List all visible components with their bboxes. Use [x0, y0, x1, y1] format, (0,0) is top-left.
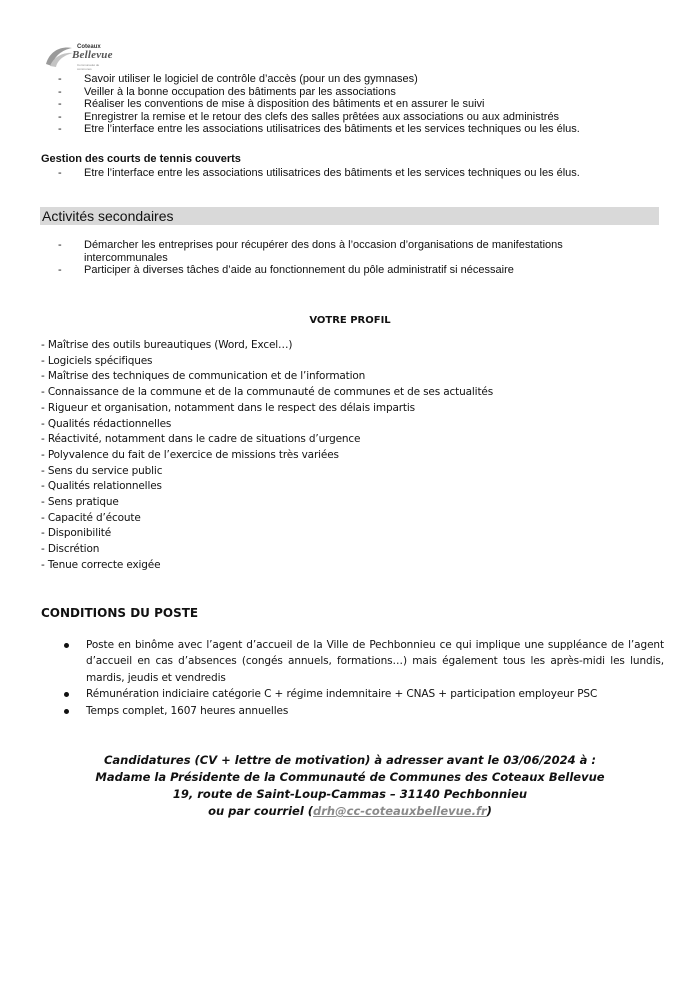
- list-item: - Réactivité, notamment dans le cadre de situations d’urgence: [41, 433, 361, 446]
- list-item: - Réaliser les conventions de mise à disposition des bâtiments et en assurer le suivi: [58, 98, 485, 111]
- recipient-line: Madame la Présidente de la Communauté de Communes des Coteaux Bellevue: [95, 770, 605, 784]
- list-item: - Tenue correcte exigée: [41, 558, 161, 571]
- secondary-list: [40, 239, 600, 277]
- list-item: - Discrétion: [41, 543, 100, 556]
- list-item: - Démarcher les entreprises pour récupérer des dons à l’occasion d’organisations de manifestations intercommunales: [58, 239, 563, 264]
- bullet-icon: [64, 643, 69, 648]
- list-item: - Etre l’interface entre les associations utilisatrices des bâtiments et les services techniques ou les élus.: [58, 167, 580, 179]
- list-item: - Maîtrise des techniques de communication et de l’information: [41, 370, 366, 383]
- list-item: Poste en binôme avec l’agent d’accueil de la Ville de Pechbonnieu ce qui implique une suppléance de l’agent d’accueil en cas d’absences (congés annuels, formations…) mais également tous les après-midi les lundis, mardis, jeudis et vendredis: [64, 637, 664, 686]
- list-item: - Participer à diverses tâches d’aide au fonctionnement du pôle administratif si nécessaire: [58, 264, 514, 277]
- list-item: - Capacité d’écoute: [41, 511, 141, 524]
- profil-list: [41, 338, 493, 574]
- list-item: - Qualités relationnelles: [41, 480, 162, 493]
- list-item: - Veiller à la bonne occupation des bâtiments par les associations: [58, 85, 396, 98]
- list-item: - Sens pratique: [41, 496, 119, 509]
- email-link[interactable]: drh@cc-coteauxbellevue.fr: [313, 804, 487, 818]
- secondary-section-header: [40, 207, 659, 225]
- logo-text-coteaux: Coteaux: [77, 44, 101, 50]
- list-item: - Enregistrer la remise et le retour des clefs des salles prêtées aux associations ou aux administrés: [58, 110, 560, 123]
- list-item: - Polyvalence du fait de l’exercice de missions très variées: [41, 448, 339, 461]
- tennis-section-title: Gestion des courts de tennis couverts: [41, 153, 241, 165]
- list-item: - Etre l’interface entre les associations utilisatrices des bâtiments et les services techniques ou les élus.: [58, 123, 580, 136]
- address-line: 19, route de Saint-Loup-Cammas – 31140 Pechbonnieu: [172, 787, 528, 801]
- bullet-icon: [64, 709, 69, 714]
- secondary-section-title: Activités secondaires: [42, 208, 174, 224]
- conditions-list: [64, 637, 664, 719]
- email-line: ou par courriel (drh@cc-coteauxbellevue.fr): [208, 804, 492, 818]
- main-activities-list: [40, 73, 660, 136]
- list-item: Rémunération indiciaire catégorie C + régime indemnitaire + CNAS + participation employeur PSC: [64, 686, 664, 702]
- list-item: - Logiciels spécifiques: [41, 354, 153, 367]
- logo-text-tagline: Communauté de communes: [77, 63, 100, 71]
- list-item: - Qualités rédactionnelles: [41, 417, 172, 430]
- conditions-section-title: CONDITIONS DU POSTE: [41, 606, 199, 620]
- candidatures-block: [0, 752, 700, 820]
- list-item: - Sens du service public: [41, 464, 163, 477]
- coteaux-bellevue-logo: [44, 44, 114, 70]
- logo-text-bellevue: Bellevue: [72, 49, 113, 61]
- bullet-icon: [64, 692, 69, 697]
- candidatures-line: Candidatures (CV + lettre de motivation) à adresser avant le 03/06/2024 à :: [103, 753, 597, 767]
- list-item: - Maîtrise des outils bureautiques (Word, Excel…): [41, 339, 293, 351]
- list-item: Temps complet, 1607 heures annuelles: [64, 703, 664, 719]
- list-item: - Disponibilité: [41, 527, 112, 540]
- list-item: - Savoir utiliser le logiciel de contrôle d’accès (pour un des gymnases): [58, 73, 418, 85]
- tennis-list: [40, 167, 660, 180]
- logo-swoosh-icon: [44, 44, 74, 68]
- list-item: - Rigueur et organisation, notamment dans le respect des délais impartis: [41, 401, 415, 414]
- profil-section-title: VOTRE PROFIL: [309, 315, 391, 326]
- list-item: - Connaissance de la commune et de la communauté de communes et de ses actualités: [41, 386, 494, 399]
